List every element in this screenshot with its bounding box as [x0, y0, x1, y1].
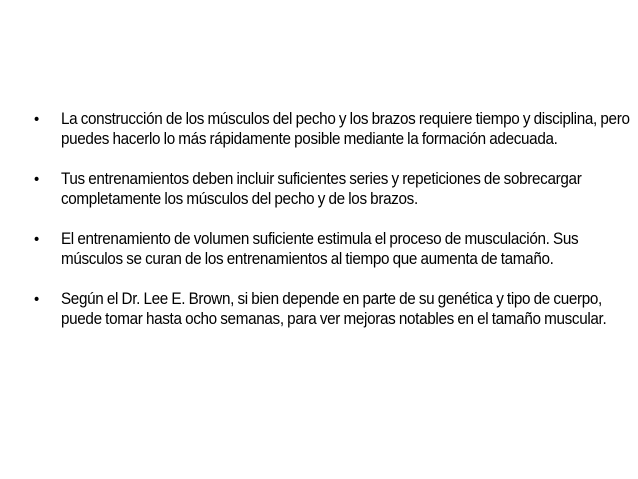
- bullet-text: Tus entrenamientos deben incluir suficientes series y repeticiones de sobrecargar completamente los músculos del pecho y de los brazos.: [60, 170, 582, 208]
- bullet-marker: •: [34, 291, 39, 308]
- bullet-marker: •: [34, 231, 39, 248]
- bullet-text: El entrenamiento de volumen suficiente estimula el proceso de musculación. Sus músculos se curan de los entrenamientos al tiempo que aumenta de tamaño.: [60, 230, 579, 268]
- bullet-text: La construcción de los músculos del pecho y los brazos requiere tiempo y disciplina, pero puedes hacerlo lo más rápidamente posible mediante la formación adecuada.: [60, 110, 630, 148]
- bullet-item-2: [34, 170, 638, 209]
- bullet-item-4: [34, 290, 638, 329]
- bullet-item-1: [34, 110, 638, 149]
- bullet-text: Según el Dr. Lee E. Brown, si bien depende en parte de su genética y tipo de cuerpo, puede tomar hasta ocho semanas, para ver mejoras notables en el tamaño muscular.: [60, 290, 607, 328]
- bullet-marker: •: [34, 111, 39, 128]
- bullet-marker: •: [34, 171, 39, 188]
- bullet-list: [34, 110, 630, 350]
- bullet-item-3: [34, 230, 638, 269]
